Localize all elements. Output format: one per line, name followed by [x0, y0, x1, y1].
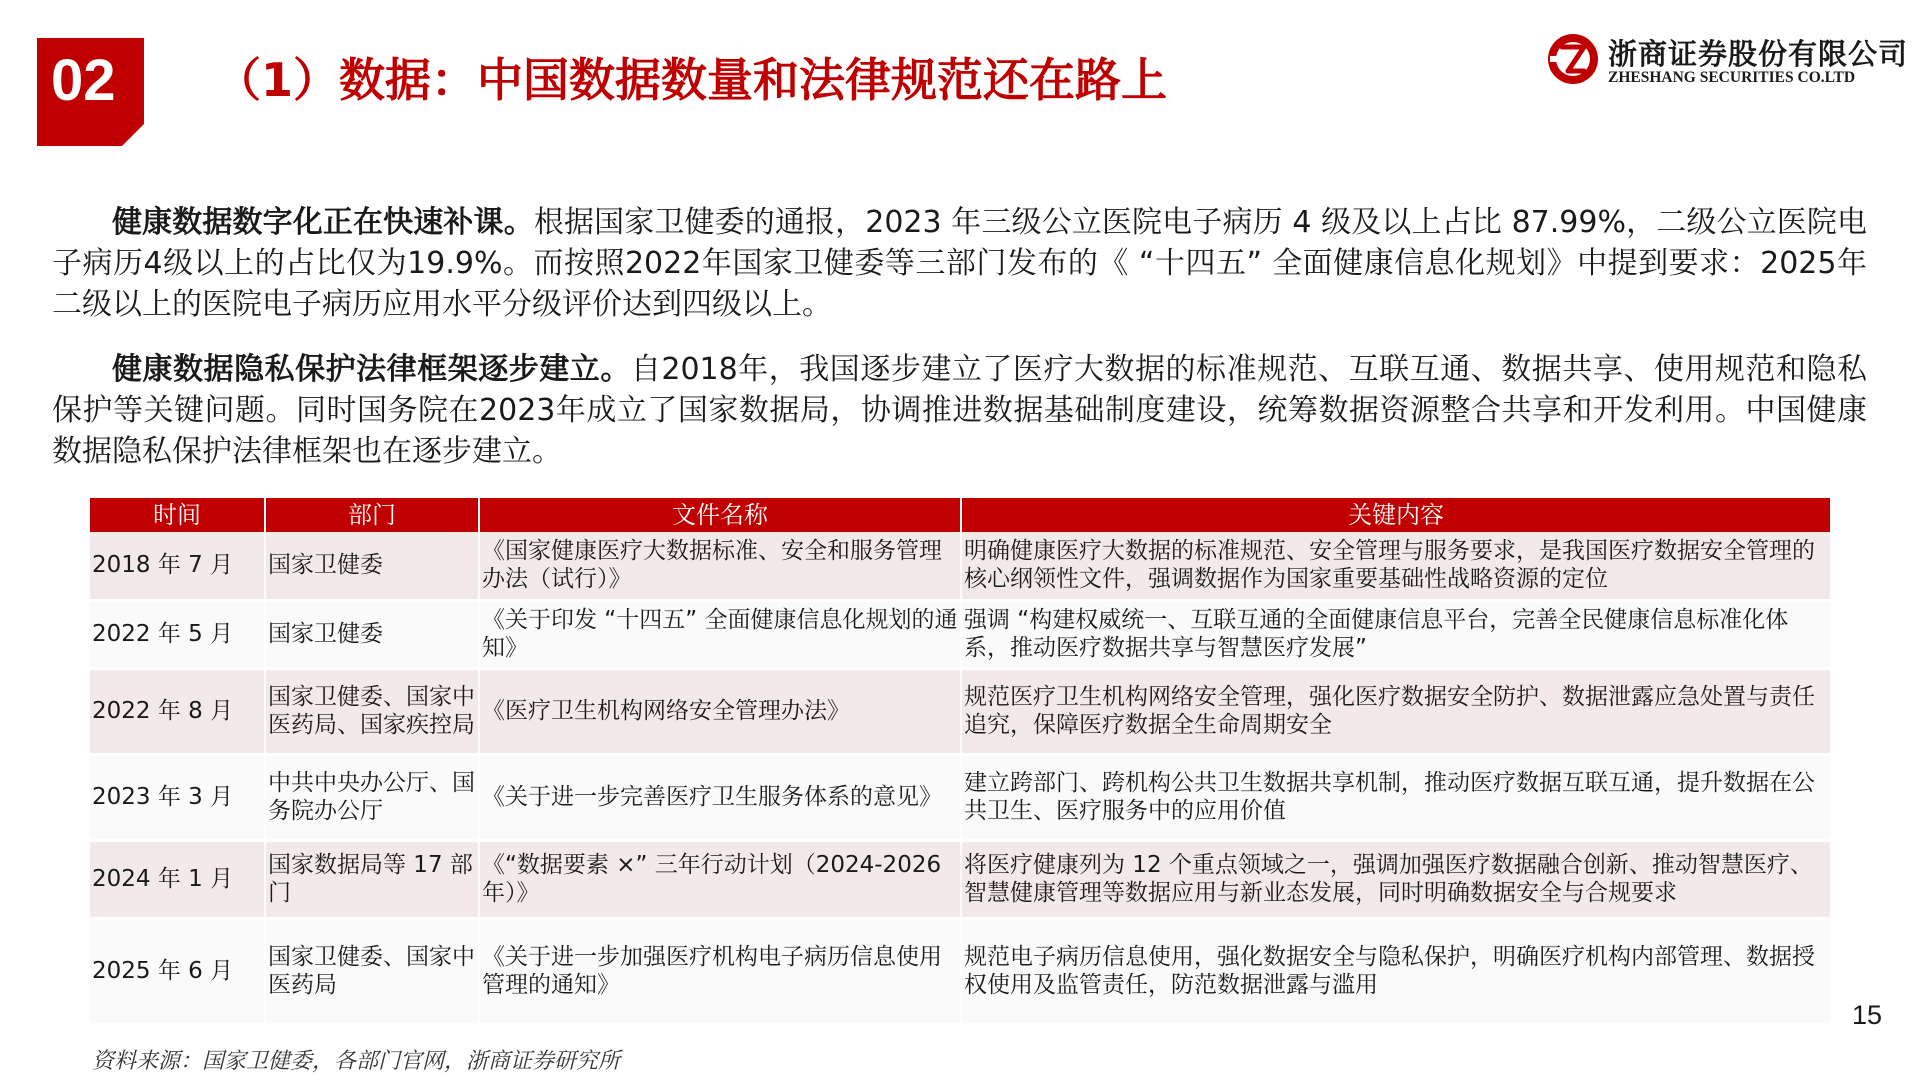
cell-document: 《关于进一步加强医疗机构电子病历信息使用管理的通知》 — [479, 918, 961, 1024]
table-row — [90, 668, 1831, 754]
paragraph-body: 自2018年，我国逐步建立了医疗大数据的标准规范、互联互通、数据共享、使用规范和隐私保护等关键问题。同时国务院在2023年成立了国家数据局，协调推进数据基础制度建设，统筹数据资源整合共享和开发利用。中国健康数据隐私保护法律框架也在逐步建立。 — [52, 352, 1867, 469]
header-document: 文件名称 — [479, 498, 961, 532]
header-key-content: 关键内容 — [961, 498, 1831, 532]
cell-key-content: 规范电子病历信息使用，强化数据安全与隐私保护，明确医疗机构内部管理、数据授权使用及监管责任，防范数据泄露与滥用 — [961, 918, 1831, 1024]
badge-notch — [122, 124, 144, 146]
source-note: 资料来源：国家卫健委，各部门官网，浙商证券研究所 — [92, 1049, 621, 1074]
paragraph-lead: 健康数据数字化正在快速补课。 — [112, 205, 534, 240]
company-logo — [1546, 30, 1909, 90]
header-time: 时间 — [90, 498, 265, 532]
cell-department: 国家卫健委、国家中医药局、国家疾控局 — [265, 668, 479, 754]
cell-document: 《关于印发 “十四五” 全面健康信息化规划的通知》 — [479, 600, 961, 668]
page-title: （1）数据：中国数据数量和法律规范还在路上 — [215, 53, 1168, 107]
cell-department: 中共中央办公厅、国务院办公厅 — [265, 754, 479, 840]
zheshang-logo-icon — [1546, 32, 1600, 86]
table-row — [90, 840, 1831, 918]
cell-key-content: 建立跨部门、跨机构公共卫生数据共享机制，推动医疗数据互联互通，提升数据在公共卫生、医疗服务中的应用价值 — [961, 754, 1831, 840]
cell-department: 国家卫健委 — [265, 600, 479, 668]
cell-time: 2018 年 7 月 — [90, 532, 265, 600]
paragraph-emr-digitization — [52, 202, 1867, 325]
table-row — [90, 754, 1831, 840]
section-number: 02 — [51, 48, 116, 113]
policy-table — [90, 498, 1832, 1026]
cell-document: 《关于进一步完善医疗卫生服务体系的意见》 — [479, 754, 961, 840]
cell-department: 国家卫健委、国家中医药局 — [265, 918, 479, 1024]
cell-document: 《“数据要素 ×” 三年行动计划（2024-2026 年）》 — [479, 840, 961, 918]
table-header-row — [90, 498, 1831, 532]
cell-department: 国家卫健委 — [265, 532, 479, 600]
company-name-cn: 浙商证券股份有限公司 — [1608, 37, 1909, 71]
cell-key-content: 规范医疗卫生机构网络安全管理，强化医疗数据安全防护、数据泄露应急处置与责任追究，保障医疗数据全生命周期安全 — [961, 668, 1831, 754]
cell-time: 2024 年 1 月 — [90, 840, 265, 918]
cell-key-content: 明确健康医疗大数据的标准规范、安全管理与服务要求，是我国医疗数据安全管理的核心纲领性文件，强调数据作为国家重要基础性战略资源的定位 — [961, 532, 1831, 600]
cell-key-content: 将医疗健康列为 12 个重点领域之一，强调加强医疗数据融合创新、推动智慧医疗、智慧健康管理等数据应用与新业态发展，同时明确数据安全与合规要求 — [961, 840, 1831, 918]
section-badge — [37, 38, 144, 146]
table-row — [90, 532, 1831, 600]
header-department: 部门 — [265, 498, 479, 532]
cell-document: 《国家健康医疗大数据标准、安全和服务管理办法（试行）》 — [479, 532, 961, 600]
table-row — [90, 600, 1831, 668]
cell-department: 国家数据局等 17 部门 — [265, 840, 479, 918]
paragraph-privacy-law — [52, 349, 1867, 472]
paragraph-lead: 健康数据隐私保护法律框架逐步建立。 — [112, 352, 631, 387]
cell-time: 2023 年 3 月 — [90, 754, 265, 840]
page-number: 15 — [1852, 1000, 1883, 1030]
cell-key-content: 强调 “构建权威统一、互联互通的全面健康信息平台，完善全民健康信息标准化体系，推动医疗数据共享与智慧医疗发展” — [961, 600, 1831, 668]
cell-time: 2025 年 6 月 — [90, 918, 265, 1024]
cell-time: 2022 年 8 月 — [90, 668, 265, 754]
cell-time: 2022 年 5 月 — [90, 600, 265, 668]
cell-document: 《医疗卫生机构网络安全管理办法》 — [479, 668, 961, 754]
paragraph-body: 根据国家卫健委的通报，2023 年三级公立医院电子病历 4 级及以上占比 87.99%，二级公立医院电子病历4级以上的占比仅为19.9%。而按照2022年国家卫健委等三部门发布的《 “十四五” 全面健康信息化规划》中提到要求：2025年二级以上的医院电子病历应用水平分级评价达到四级以上。 — [52, 205, 1868, 322]
table-row — [90, 918, 1831, 1024]
company-name-en: ZHESHANG SECURITIES CO.LTD — [1608, 69, 1856, 86]
